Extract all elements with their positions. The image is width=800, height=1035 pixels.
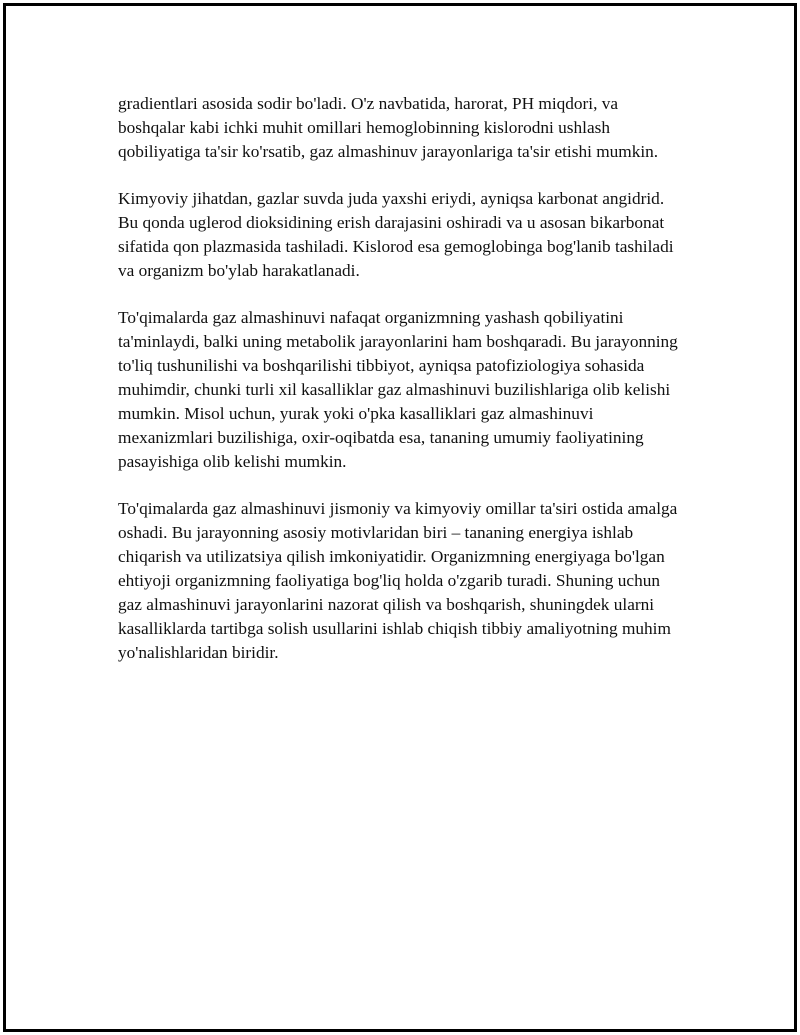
paragraph-2: Kimyoviy jihatdan, gazlar suvda juda yaxshi eriydi, ayniqsa karbonat angidrid. Bu qonda uglerod dioksidining erish darajasini oshiradi va u asosan bikarbonat sifatida qon plazmasida tashiladi. Kislorod esa gemoglobinga bog'lanib tashiladi va organizm bo'ylab harakatlanadi. — [118, 189, 674, 280]
document-body — [118, 92, 688, 688]
paragraph-3: To'qimalarda gaz almashinuvi nafaqat organizmning yashash qobiliyatini ta'minlaydi, balki uning metabolik jarayonlarini ham boshqaradi. Bu jarayonning to'liq tushunilishi va boshqarilishi tibbiyot, ayniqsa patofiziologiya sohasida muhimdir, chunki turli xil kasalliklar gaz almashinuvi buzilishlariga olib kelishi mumkin. Misol uchun, yurak yoki o'pka kasalliklari gaz almashinuvi mexanizmlari buzilishiga, oxir-oqibatda esa, tananing umumiy faoliyatining pasayishiga olib kelishi mumkin. — [118, 308, 678, 471]
paragraph-4: To'qimalarda gaz almashinuvi jismoniy va kimyoviy omillar ta'siri ostida amalga oshadi. Bu jarayonning asosiy motivlaridan biri – tananing energiya ishlab chiqarish va utilizatsiya qilish imkoniyatidir. Organizmning energiyaga bo'lgan ehtiyoji organizmning faoliyatiga bog'liq holda o'zgarib turadi. Shuning uchun gaz almashinuvi jarayonlarini nazorat qilish va boshqarish, shuningdek ularni kasalliklarda tartibga solish usullarini ishlab chiqish tibbiy amaliyotning muhim yo'nalishlaridan biridir. — [118, 499, 678, 662]
paragraph-1: gradientlari asosida sodir bo'ladi. O'z navbatida, harorat, PH miqdori, va boshqalar kabi ichki muhit omillari hemoglobinning kislorodni ushlash qobiliyatiga ta'sir ko'rsatib, gaz almashinuv jarayonlariga ta'sir etishi mumkin. — [118, 94, 659, 161]
